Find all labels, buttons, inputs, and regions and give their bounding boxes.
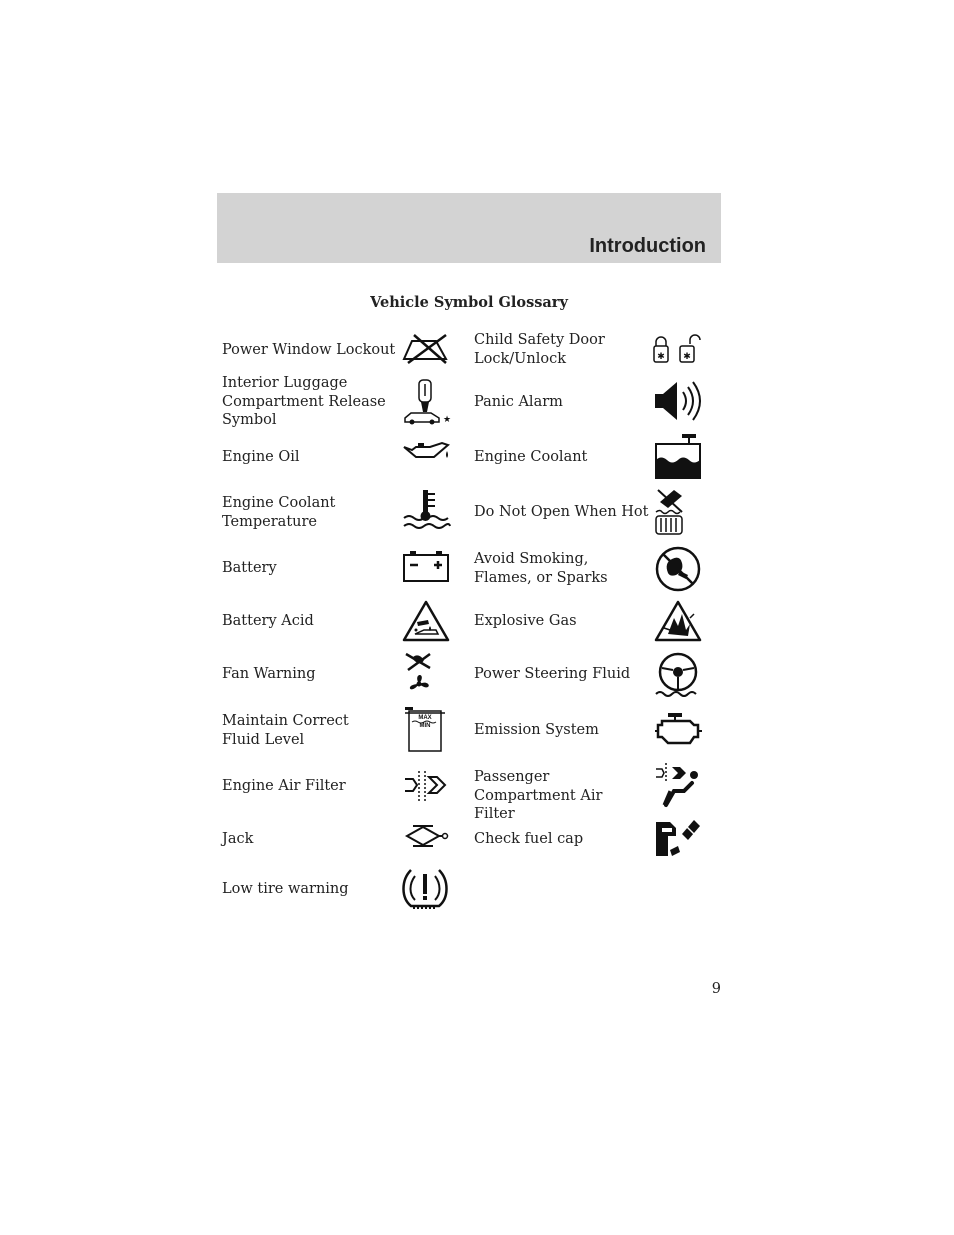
label-fan-warning: Fan Warning <box>222 666 316 682</box>
svg-text:✱: ✱ <box>657 352 665 362</box>
label-coolant-temperature: Engine Coolant Temperature <box>222 495 336 530</box>
engine-oil-icon <box>402 441 450 467</box>
label-battery-acid: Battery Acid <box>222 613 314 629</box>
jack-icon <box>403 824 449 848</box>
fuel-cap-icon <box>654 816 702 860</box>
label-engine-oil: Engine Oil <box>222 449 300 465</box>
fluid-max-label: MAX <box>418 715 432 721</box>
emission-system-icon <box>654 711 704 747</box>
label-engine-coolant: Engine Coolant <box>474 449 588 465</box>
engine-coolant-icon <box>654 434 702 480</box>
do-not-open-hot-icon <box>654 488 686 536</box>
page-number: 9 <box>711 981 721 997</box>
child-safety-lock-icon <box>652 334 702 366</box>
label-fluid-level: Maintain Correct Fluid Level <box>222 713 349 748</box>
power-steering-icon <box>654 650 702 698</box>
label-low-tire: Low tire warning <box>222 881 349 897</box>
fluid-min-label: MIN <box>419 723 431 729</box>
coolant-temperature-icon <box>402 488 450 532</box>
label-fuel-cap: Check fuel cap <box>474 831 584 847</box>
label-explosive-gas: Explosive Gas <box>474 613 577 629</box>
panic-alarm-icon <box>653 380 703 422</box>
label-power-steering: Power Steering Fluid <box>474 666 631 682</box>
header-band <box>217 193 721 263</box>
svg-text:★: ★ <box>443 415 452 425</box>
air-filter-icon <box>403 769 449 803</box>
svg-text:✱: ✱ <box>683 352 691 362</box>
section-title: Introduction <box>589 235 706 257</box>
label-trunk-release: Interior Luggage Compartment Release Symbol <box>222 375 386 428</box>
power-window-lockout-icon <box>402 333 450 365</box>
label-emission-system: Emission System <box>474 722 599 738</box>
fan-warning-icon <box>402 650 438 696</box>
glossary-title: Vehicle Symbol Glossary <box>370 294 568 311</box>
label-panic-alarm: Panic Alarm <box>474 394 563 410</box>
cabin-filter-icon <box>654 761 700 809</box>
battery-icon <box>402 550 450 584</box>
no-smoking-icon <box>654 545 702 593</box>
battery-acid-icon <box>402 600 450 642</box>
label-air-filter: Engine Air Filter <box>222 778 346 794</box>
label-power-window-lockout: Power Window Lockout <box>222 342 396 358</box>
fluid-level-icon <box>403 707 445 753</box>
trunk-release-icon <box>401 378 452 426</box>
explosive-gas-icon <box>654 600 702 642</box>
label-no-smoking: Avoid Smoking, Flames, or Sparks <box>474 551 608 586</box>
label-cabin-filter: Passenger Compartment Air Filter <box>474 769 603 822</box>
label-battery: Battery <box>222 560 277 576</box>
label-jack: Jack <box>222 831 254 847</box>
label-child-safety-lock: Child Safety Door Lock/Unlock <box>474 332 605 367</box>
label-do-not-open-hot: Do Not Open When Hot <box>474 504 649 520</box>
low-tire-icon <box>401 866 449 912</box>
